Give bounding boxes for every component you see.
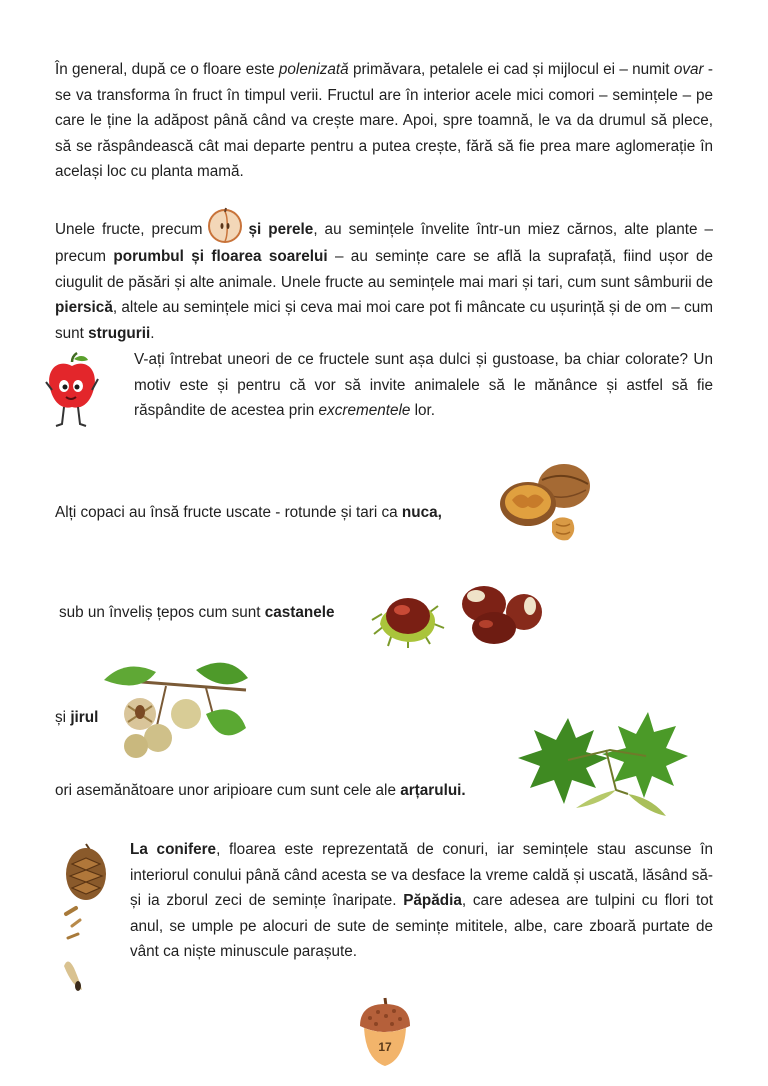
apple-icon bbox=[206, 206, 244, 244]
line-beech bbox=[55, 705, 98, 731]
text-span: , altele au semințele mici și ceva mai moi care pot fi mâncate cu ușurință și de om – cum sunt bbox=[55, 299, 713, 342]
paragraph-sweet-fruits bbox=[134, 347, 713, 424]
text-span: V-ați întrebat uneori de ce fructele sunt așa dulci și gustoase, ba chiar colorate? Un motiv este și pentru că vor să invite animalele să le mănânce și astfel să fie răspândite de acestea prin bbox=[134, 351, 713, 419]
bold-term: castanele bbox=[264, 604, 335, 621]
bold-term: arțarului. bbox=[400, 782, 466, 799]
line-walnut bbox=[55, 500, 442, 526]
page-number: 17 bbox=[378, 1040, 392, 1054]
text-span: lor. bbox=[410, 402, 436, 419]
paragraph-pollination bbox=[55, 57, 713, 185]
text-span: sub un înveliș țepos cum sunt bbox=[59, 604, 265, 621]
text-span: Unele fructe, precum bbox=[55, 221, 203, 239]
bold-term: nuca, bbox=[401, 504, 442, 521]
text-span: Alți copaci au însă fructe uscate - rotunde și tari ca bbox=[55, 504, 402, 521]
text-span: , care adesea are tulpini cu flori tot anul, se umple pe alocuri de sute de semințe mititele, albe, care zboară purtate de vânt ca niște minuscule parașute. bbox=[130, 892, 713, 960]
text-span: . bbox=[150, 324, 155, 342]
text-span: primăvara, petalele ei cad și mijlocul ei – numit bbox=[348, 61, 674, 78]
paragraph-fleshy-fruits bbox=[55, 216, 713, 346]
line-maple bbox=[55, 778, 466, 804]
beech-nut-icon bbox=[96, 650, 252, 769]
bold-term: Păpădia bbox=[403, 892, 462, 909]
text-span: ori asemănătoare unor aripioare cum sunt cele ale bbox=[55, 782, 401, 799]
bold-term: piersică bbox=[55, 299, 113, 316]
text-span: , floarea este reprezentată de conuri, iar semințele stau ascunse în interiorul conului până când acesta se va desface la vreme caldă și uscată, lăsând să-și ia zborul zeci de semințe înaripate. bbox=[130, 841, 714, 909]
bold-term: porumbul și floarea soarelui bbox=[113, 248, 328, 265]
chestnut-icon bbox=[368, 578, 550, 659]
text-span: , au semințele învelite într-un miez cărnos, alte plante – precum bbox=[55, 221, 714, 265]
text-span: În general, după ce o floare este bbox=[55, 61, 279, 78]
maple-seed-icon bbox=[516, 710, 694, 837]
text-span: și bbox=[55, 709, 71, 726]
bold-term: La conifere bbox=[130, 841, 217, 858]
line-chestnut bbox=[59, 600, 335, 626]
italic-term: excrementele bbox=[318, 402, 411, 419]
italic-term: ovar bbox=[673, 61, 704, 78]
text-span: - se va transforma în fruct în timpul verii. Fructul are în interior acele mici comori – semințele – pe care le ține la adăpost până când va crește mare. Apoi, spre toamnă, le va da drumul să plece, să se răspândească cât mai departe pentru a putea crește, fără să fie prea mare aglomerație în același loc cu planta mamă. bbox=[55, 61, 713, 180]
apple-mascot-icon bbox=[44, 352, 100, 443]
walnut-icon bbox=[498, 460, 594, 557]
pine-cone-icon bbox=[58, 842, 114, 1005]
bold-term: jirul bbox=[70, 709, 99, 726]
italic-term: polenizată bbox=[278, 61, 349, 78]
bold-term: strugurii bbox=[88, 324, 151, 342]
paragraph-conifers-dandelion bbox=[130, 837, 713, 965]
bold-term: și perele bbox=[248, 221, 314, 239]
text-span: – au semințe care se află la suprafață, fiind ușor de ciugulit de păsări și alte animale. Unele fructe au semințele mai mari și tari, cum sunt sâmburii de bbox=[55, 248, 713, 291]
